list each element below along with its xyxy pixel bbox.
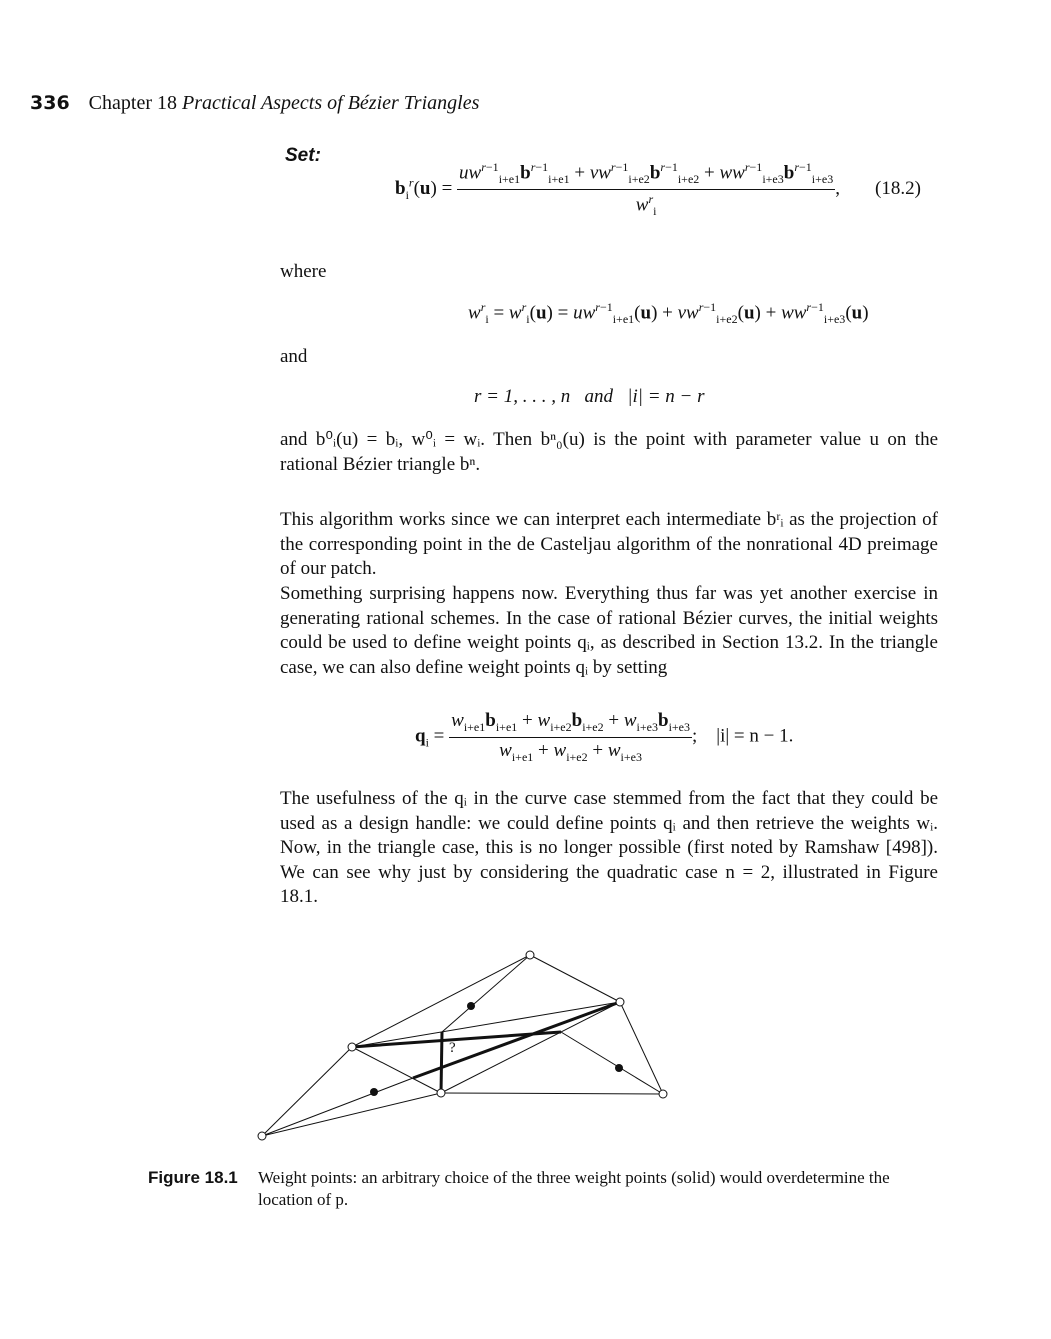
paragraph-2: This algorithm works since we can interpret each intermediate bʳᵢ as the projection of the corresponding point in the de Casteljau algorithm of the nonrational 4D preimage of our patch.	[280, 509, 938, 579]
control-point	[437, 1089, 445, 1097]
control-point	[526, 951, 534, 959]
question-mark-label: ?	[449, 1040, 456, 1056]
paragraph-4: The usefulness of the qᵢ in the curve case stemmed from the fact that they could be used as a design handle: we could define points qᵢ and then retrieve the weights wᵢ. Now, in the triangle case, this is no longer possible (first noted by Ramshaw [498]). We can see why just by considering the quadratic case n = 2, illustrated in Figure 18.1.	[280, 788, 938, 907]
control-point	[258, 1132, 266, 1140]
chapter-title: Practical Aspects of Bézier Triangles	[181, 92, 480, 114]
figure-label: Figure 18.1	[148, 1168, 238, 1187]
set-label: Set:	[285, 145, 321, 166]
weight-point-condition: |i| = n − 1.	[716, 725, 794, 747]
weight-point	[615, 1064, 623, 1072]
weight-point	[370, 1088, 378, 1096]
weight-equation: $w^r_i = w^r_i(u) = uw^{r-1}_{i+e1}(u) + vw^{r-1}_{i+e2}(u) + ww^{r-1}_{i+e3}(u)$	[468, 300, 869, 327]
caption-text: Weight points: an arbitrary choice of the three weight points (solid) would overdetermine the location of p.	[258, 1168, 890, 1209]
control-point	[348, 1043, 356, 1051]
equation-18-2: $b_i^r(u)$ = $\frac{uw^{r-1}_{i+e1}b^{r-1}_{i+e1} + vw^{r-1}_{i+e2}b^{r-1}_{i+e2} + ww^{r-1}_{i+e3}b^{r-1}_{i+e3}}{w^r_i}$ ,	[395, 160, 840, 219]
where-label: where	[280, 261, 327, 282]
range-condition: r = 1, . . . , n and |i| = n − r	[474, 386, 705, 407]
paragraph-3: Something surprising happens now. Everything thus far was yet another exercise in generating rational schemes. In the case of rational Bézier curves, the initial weights could be used to define weight points qᵢ, as described in Section 13.2. In the triangle case, we can also define weight points qᵢ by setting	[280, 583, 938, 678]
weight-point	[467, 1002, 475, 1010]
control-point	[616, 998, 624, 1006]
control-point	[659, 1090, 667, 1098]
page-number: 336	[30, 92, 70, 114]
chapter-label: Chapter 18	[88, 92, 177, 114]
paragraph-1: and b⁰ᵢ(u) = bᵢ, w⁰ᵢ = wᵢ. Then bⁿ₀(u) is the point with parameter value u on the rational Bézier triangle bⁿ.	[280, 429, 938, 475]
figure-caption	[148, 1167, 948, 1211]
weight-point-equation: $q_i$ = $\frac{w_{i+e1}b_{i+e1} + w_{i+e2}b_{i+e2} + w_{i+e3}b_{i+e3}}{w_{i+e1} + w_{i+e2} + w_{i+e3}}$ ; |i| = n − 1.	[415, 710, 794, 764]
and-label: and	[280, 346, 308, 367]
equation-number: (18.2)	[875, 178, 921, 199]
